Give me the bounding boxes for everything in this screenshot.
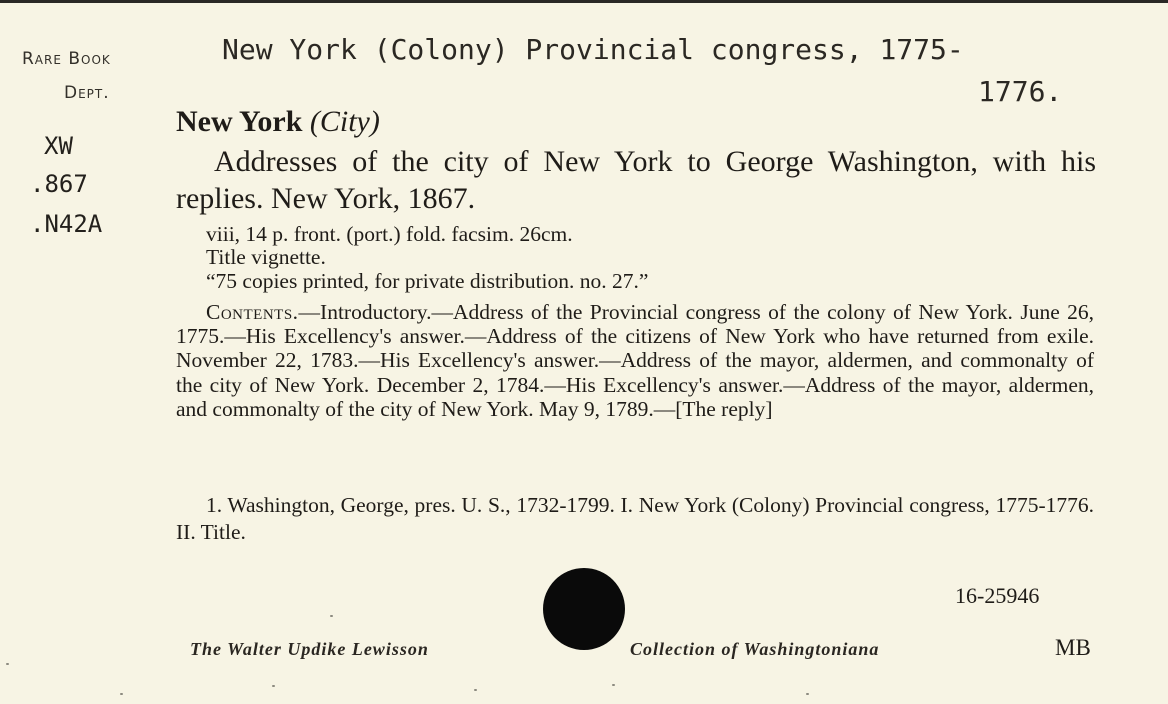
call-number-line-1: XW: [44, 132, 73, 160]
call-number-line-3: .N42A: [30, 210, 103, 238]
added-heading-line-1: New York (Colony) Provincial congress, 1775-: [222, 33, 964, 66]
paper-speck: [330, 615, 333, 617]
contents-text: —Introductory.—Address of the Provincial congress of the colony of New York. June 26, 1775.—His Excellency's answer.—Address of the citizens of New York who have returned from exile. November 22, 1783.—His Excellency's answer.—Address of the mayor, aldermen, and commonalty of the city of New York. December 2, 1784.—His Excellency's answer.—Address of the mayor, aldermen, and commonalty of the city of New York. May 9, 1789.—[The reply]: [176, 300, 1094, 421]
paper-speck: [474, 689, 477, 691]
copies-note: “75 copies printed, for private distribution. no. 27.”: [206, 269, 649, 293]
main-entry: [176, 105, 380, 139]
catalog-card: [0, 3, 1168, 704]
paper-speck: [612, 684, 615, 686]
main-entry-qualifier: (City): [309, 105, 380, 138]
footer-library-mark: MB: [1055, 635, 1091, 660]
card-punch-hole: [543, 568, 625, 650]
vignette-note: Title vignette.: [206, 245, 326, 269]
added-heading-line-2: 1776.: [978, 75, 1063, 108]
lc-card-number: 16-25946: [955, 583, 1040, 608]
main-entry-name: New York: [176, 105, 303, 138]
paper-speck: [272, 685, 275, 687]
collation: viii, 14 p. front. (port.) fold. facsim. 26cm.: [206, 222, 573, 246]
call-number-line-2: .867: [30, 170, 88, 198]
paper-speck: [120, 693, 123, 695]
tracings: 1. Washington, George, pres. U. S., 1732-1799. I. New York (Colony) Provincial congress, 1775-1776. II. Title.: [176, 493, 1094, 544]
paper-speck: [806, 693, 809, 695]
footer-collection-left: The Walter Updike Lewisson: [190, 639, 429, 659]
footer-collection-right: Collection of Washingtoniana: [630, 639, 880, 659]
title-statement: Addresses of the city of New York to George Washington, with his replies. New York, 1867.: [176, 145, 1096, 215]
paper-speck: [6, 663, 9, 665]
rare-book-dept-label: Rare Book: [22, 49, 111, 69]
contents-note: [176, 300, 1094, 421]
dept-label: Dept.: [64, 83, 110, 103]
contents-label: Contents.: [206, 300, 299, 324]
